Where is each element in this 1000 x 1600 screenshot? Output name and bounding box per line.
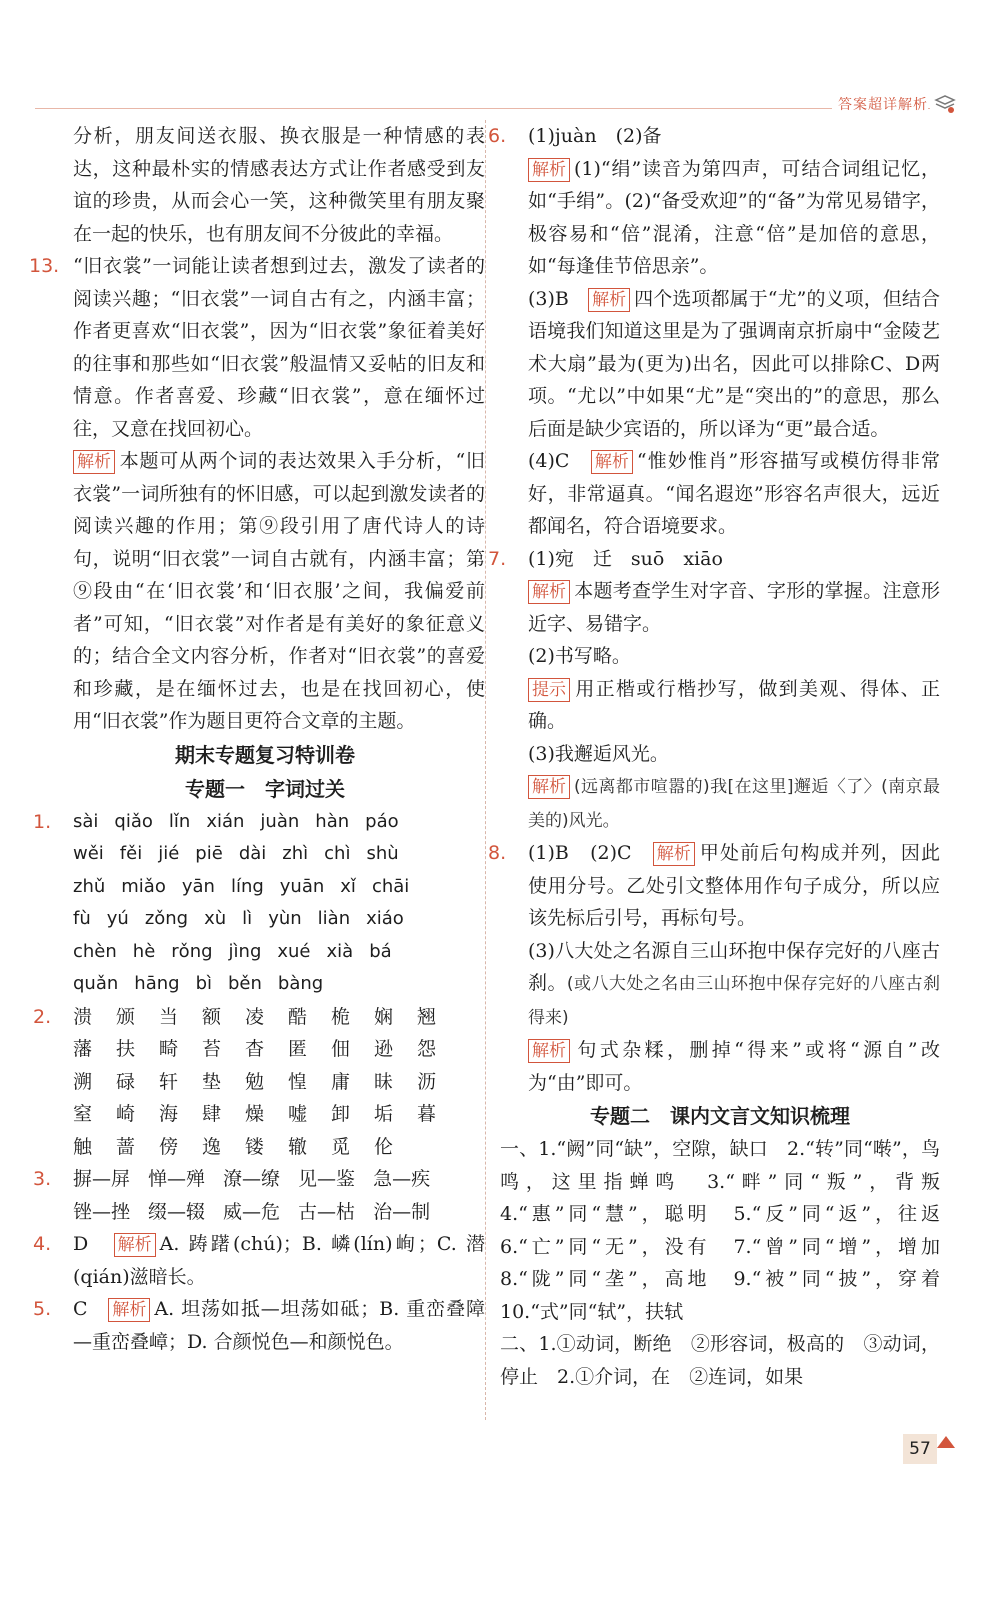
row — [73, 871, 485, 904]
question-3 — [33, 1163, 485, 1228]
pinyin-item: lǐn — [168, 810, 191, 832]
section-title-main: 期末专题复习特训卷 — [175, 742, 355, 767]
character-item: 溯 — [73, 1070, 93, 1093]
character-item: 苔 — [202, 1038, 222, 1060]
row — [73, 806, 485, 839]
character-item: 燥 — [245, 1103, 265, 1125]
character-item: 嘘 — [288, 1103, 308, 1125]
question-number: 13. — [29, 255, 60, 277]
pinyin-item: yùn — [268, 908, 302, 929]
character-item: 崎 — [116, 1103, 136, 1125]
header-tag: 答案超详解析 — [832, 94, 928, 114]
character-item: 翘 — [417, 1005, 437, 1028]
pinyin-item: zǒng — [144, 908, 189, 929]
pair-item: 古—枯 — [298, 1200, 356, 1223]
analysis-tag: 解析 — [591, 450, 633, 474]
analysis-text: 四个选项都属于“尤”的义项，但结合语境我们知道这里是为了强调南京折扇中“金陵艺术大扇”最为(更为)出名，因此可以排除C、D两项。“尤以”中如果“尤”是“突出的”的意思，那么后面是缺少宾语的，所以译为“更”最合适。 — [528, 287, 940, 440]
character-item: 畸 — [159, 1038, 179, 1060]
analysis-block — [528, 153, 940, 283]
row — [73, 936, 485, 969]
pinyin-item: xù — [204, 908, 227, 929]
character-item: 傍 — [159, 1135, 179, 1158]
analysis-tag: 解析 — [73, 450, 115, 474]
character-item: 卸 — [331, 1103, 351, 1125]
pinyin-item: jìng — [228, 940, 262, 962]
question-number: 2. — [33, 1005, 52, 1028]
analysis-block — [528, 837, 940, 935]
row — [73, 968, 485, 1001]
column-divider — [485, 120, 486, 1420]
pinyin-item: líng — [230, 875, 264, 897]
pinyin-item: bá — [369, 940, 392, 962]
pinyin-item: yú — [106, 908, 129, 929]
analysis-text: 本题可从两个词的表达效果入手分析，“旧衣裳”一词所独有的怀旧感，可以起到激发读者的阅读兴趣的作用；第⑨段引用了唐代诗人的诗句，说明“旧衣裳”一词自古就有，内涵丰富；第⑨段由“在‘旧衣裳’和‘旧衣服’之间，我偏爱前者”可知，“旧衣裳”对作者是有美好的象征意义的；结合全文内容分析，作者对“旧衣裳”的喜爱和珍藏，是在缅怀过去，也是在找回初心，使用“旧衣裳”作为题目更符合文章的主题。 — [73, 450, 485, 732]
analysis-tag: 解析 — [588, 288, 630, 312]
answer-prefix: (3)B — [528, 287, 569, 310]
character-item: 颁 — [116, 1005, 136, 1028]
question-7 — [488, 543, 940, 838]
character-item: 碌 — [116, 1070, 136, 1093]
pair-item: 治—制 — [373, 1200, 431, 1223]
question-number: 1. — [33, 810, 52, 833]
character-item: 凌 — [245, 1005, 265, 1028]
row — [73, 903, 485, 936]
pinyin-item: yān — [181, 875, 215, 897]
book-icon — [934, 94, 956, 114]
character-item: 沥 — [417, 1070, 437, 1093]
page-arrow-icon — [937, 1436, 955, 1448]
question-number: 5. — [33, 1298, 52, 1320]
character-pairs — [73, 1163, 485, 1228]
pair-item: 急—疾 — [373, 1168, 431, 1190]
character-item: 佃 — [331, 1038, 351, 1060]
character-item: 匿 — [288, 1038, 308, 1060]
pinyin-item: hāng — [134, 973, 180, 994]
answer-line: (1)宛 迁 suō xiāo — [528, 547, 723, 570]
character-item: 娴 — [374, 1005, 394, 1028]
row — [73, 838, 485, 871]
question-number: 7. — [488, 547, 507, 570]
hint-text: 用正楷或行楷抄写，做到美观、得体、正确。 — [528, 677, 940, 732]
pinyin-item: dài — [238, 843, 267, 864]
section-text: 1.①动词，断绝 ②形容词，极高的 ③动词，停止 2.①介词，在 ②连词，如果 — [500, 1333, 940, 1388]
analysis-block — [528, 445, 940, 543]
character-item: 垫 — [202, 1070, 222, 1093]
character-item: 逊 — [374, 1038, 394, 1060]
section-title-topic2: 专题二 课内文言文知识梳理 — [590, 1104, 850, 1128]
pinyin-item: juàn — [260, 810, 300, 832]
answer-block — [73, 1228, 485, 1293]
answer-letter: D — [73, 1233, 89, 1255]
answer-line: (1)juàn (2)备 — [528, 125, 662, 147]
character-item: 怨 — [417, 1038, 437, 1060]
left-column — [29, 120, 485, 1358]
pinyin-item: qiǎo — [114, 810, 153, 832]
analysis-text: (1)“绢”读音为第四声，可结合词组记忆，如“手绢”。(2)“备受欢迎”的“备”为常见易错字，极容易和“倍”混淆，注意“倍”是加倍的意思，如“每逢佳节倍思亲”。 — [528, 157, 940, 277]
analysis-tag: 解析 — [653, 842, 695, 866]
pair-item: 惮—殚 — [148, 1168, 206, 1190]
character-item: 溃 — [73, 1005, 93, 1028]
character-item: 额 — [202, 1005, 222, 1028]
pinyin-item: wěi — [73, 843, 104, 864]
analysis-tag: 解析 — [528, 1039, 570, 1063]
pair-item: 摒—屏 — [73, 1168, 131, 1190]
character-item: 暮 — [417, 1103, 437, 1125]
answer-line: (2)书写略。 — [528, 645, 631, 667]
pinyin-item: hè — [132, 940, 156, 962]
character-grid — [73, 1001, 485, 1164]
pinyin-item: xué — [277, 940, 311, 962]
analysis-block — [528, 575, 940, 640]
answer-block — [73, 1293, 485, 1358]
question-number: 4. — [33, 1233, 52, 1255]
question-number: 3. — [33, 1168, 52, 1190]
pinyin-item: sài — [73, 810, 99, 832]
page-number: 57 — [903, 1434, 937, 1464]
alternative-answer: (或八大处之名由三山环抱中保存完好的八座古刹得来) — [528, 974, 940, 1028]
row — [73, 1163, 485, 1196]
question-number: 8. — [488, 842, 507, 864]
analysis-tag: 解析 — [528, 580, 570, 604]
character-item: 觅 — [331, 1135, 351, 1158]
pinyin-item: fěi — [119, 843, 143, 864]
character-item: 镂 — [245, 1135, 265, 1158]
pinyin-item: miǎo — [121, 875, 166, 897]
character-item: 惶 — [288, 1070, 308, 1093]
character-item: 当 — [159, 1005, 179, 1028]
character-item: 扶 — [116, 1038, 136, 1060]
pinyin-item: xiáo — [366, 908, 404, 929]
row — [73, 1098, 485, 1131]
pair-item: 锉—挫 — [73, 1200, 131, 1223]
pinyin-item: zhì — [282, 843, 309, 864]
analysis-text: A. 坦荡如抵—坦荡如砥；B. 重峦叠障—重峦叠嶂；D. 合颜悦色—和颜悦色。 — [73, 1298, 485, 1353]
analysis-tag: 解析 — [528, 775, 570, 799]
analysis-text: 句式杂糅，删掉“得来”或将“源自”改为“由”即可。 — [528, 1039, 940, 1094]
section-label: 一、 — [500, 1138, 539, 1160]
character-item: 伦 — [374, 1135, 394, 1158]
character-item: 轩 — [159, 1070, 179, 1093]
pinyin-item: yuān — [279, 875, 325, 897]
row — [73, 1066, 485, 1099]
pinyin-item: běn — [228, 973, 262, 994]
pinyin-item: bàng — [277, 973, 324, 994]
pair-item: 潦—缭 — [223, 1168, 281, 1190]
character-item: 辙 — [288, 1135, 308, 1158]
hint-block — [528, 673, 940, 738]
analysis-tag: 解析 — [108, 1298, 150, 1322]
header-rule — [35, 108, 930, 109]
pinyin-item: páo — [365, 810, 399, 832]
pinyin-item: zhǔ — [73, 875, 106, 897]
character-item: 杳 — [245, 1038, 265, 1060]
pinyin-item: chì — [324, 843, 351, 864]
question-1 — [33, 806, 485, 1001]
answer-line: (3)我邂逅风光。 — [528, 742, 669, 765]
character-item: 庸 — [331, 1070, 351, 1093]
character-item: 蔷 — [116, 1135, 136, 1158]
pinyin-item: xǐ — [340, 875, 356, 897]
analysis-block — [528, 1034, 940, 1099]
analysis-text: 甲处前后句构成并列，因此使用分号。乙处引文整体用作句子成分，所以应该先标后引号，再标句号。 — [528, 842, 940, 929]
pinyin-item: liàn — [317, 908, 351, 929]
character-item: 逸 — [202, 1135, 222, 1158]
pinyin-item: xián — [206, 810, 245, 832]
analysis-text: “惟妙惟肖”形容描写或模仿得非常好，非常逼真。“闻名遐迩”形容名声很大，远近都闻名，符合语境要求。 — [528, 450, 940, 537]
pinyin-item: jié — [158, 843, 180, 864]
pinyin-item: chāi — [371, 875, 410, 897]
answer-text: “旧衣裳”一词能让读者想到过去，激发了读者的阅读兴趣；“旧衣裳”一词自古有之，内涵丰富；作者更喜欢“旧衣裳”，因为“旧衣裳”象征着美好的往事和那些如“旧衣裳”般温情又妥帖的旧友和情意。作者喜爱、珍藏“旧衣裳”，意在缅怀过往，又意在找回初心。 — [73, 255, 485, 440]
answer-prefix: (4)C — [528, 450, 570, 472]
pinyin-item: chèn — [73, 940, 117, 962]
answer-line — [528, 935, 940, 1035]
pinyin-item: xià — [326, 940, 354, 962]
pair-item: 缀—辍 — [148, 1200, 206, 1223]
pinyin-item: shù — [366, 843, 399, 864]
question-4 — [33, 1228, 485, 1293]
analysis-tag: 解析 — [528, 158, 570, 182]
question-number: 6. — [488, 125, 507, 147]
row — [73, 1001, 485, 1034]
pinyin-item: hàn — [315, 810, 350, 832]
pair-item: 见—鉴 — [298, 1168, 356, 1190]
section-title-topic1: 专题一 字词过关 — [185, 776, 345, 801]
section-label: 二、 — [500, 1333, 539, 1355]
pinyin-item: fù — [73, 908, 91, 929]
character-item: 酷 — [288, 1005, 308, 1028]
character-item: 触 — [73, 1135, 93, 1158]
character-item: 肆 — [202, 1103, 222, 1125]
answer-letter: C — [73, 1298, 88, 1320]
analysis-text: (远离都市喧嚣的)我[在这里]邂逅〈了〉(南京最美的)风光。 — [528, 777, 940, 831]
character-item: 窒 — [73, 1103, 93, 1125]
analysis-block — [528, 770, 940, 837]
pinyin-item: quǎn — [73, 973, 119, 994]
row — [73, 1196, 485, 1229]
analysis-text: 本题考查学生对字音、字形的掌握。注意形近字、易错字。 — [528, 580, 940, 635]
pinyin-item: rǒng — [171, 940, 213, 962]
pinyin-item: lì — [242, 908, 253, 929]
analysis-tag: 解析 — [114, 1233, 156, 1257]
question-8 — [488, 837, 940, 1099]
analysis-text: A. 踌躇(chú)；B. 嶙(lín)峋；C. 潜(qián)滋暗长。 — [73, 1233, 485, 1288]
right-column — [488, 120, 960, 1393]
section-one — [500, 1133, 960, 1328]
character-item: 海 — [159, 1103, 179, 1125]
section-text: 1.“阙”同“缺”，空隙，缺口 2.“转”同“啭”，鸟鸣，这里指蝉鸣 3.“畔”同“叛”，背叛 4.“惠”同“慧”，聪明 5.“反”同“返”，往返 6.“亡”同“无”，没有 7.“曾”同“增”，增加 8.“陇”同“垄”，高地 9.“被”同“披”，穿着 10.“式”同“轼”，扶轼 — [500, 1138, 960, 1323]
character-item: 桅 — [331, 1005, 351, 1028]
hint-tag: 提示 — [528, 678, 570, 702]
character-item: 藩 — [73, 1038, 93, 1060]
question-5 — [33, 1293, 485, 1358]
row — [73, 1131, 485, 1164]
question-2 — [33, 1001, 485, 1164]
pinyin-item: bì — [195, 973, 212, 994]
pinyin-list — [73, 806, 485, 1001]
character-item: 昧 — [374, 1070, 394, 1093]
section-two — [500, 1328, 940, 1393]
character-item: 垢 — [374, 1103, 394, 1125]
analysis-block — [73, 445, 485, 738]
character-item: 勉 — [245, 1070, 265, 1093]
answer-prefix: (1)B (2)C — [528, 842, 632, 864]
page-header — [0, 0, 1000, 120]
pair-item: 威—危 — [223, 1200, 281, 1223]
intro-paragraph: 分析，朋友间送衣服、换衣服是一种情感的表达，这种最朴实的情感表达方式让作者感受到友谊的珍贵，从而会心一笑，这种微笑里有朋友聚在一起的快乐，也有朋友间不分彼此的幸福。 — [73, 125, 485, 245]
pinyin-item: piē — [195, 843, 223, 864]
answer-text: (3)八大处之名源自三山环抱中保存完好的八座古刹。 — [528, 939, 940, 994]
analysis-block — [528, 283, 940, 446]
question-6 — [488, 120, 940, 543]
row — [73, 1033, 485, 1066]
question-13 — [29, 250, 485, 738]
